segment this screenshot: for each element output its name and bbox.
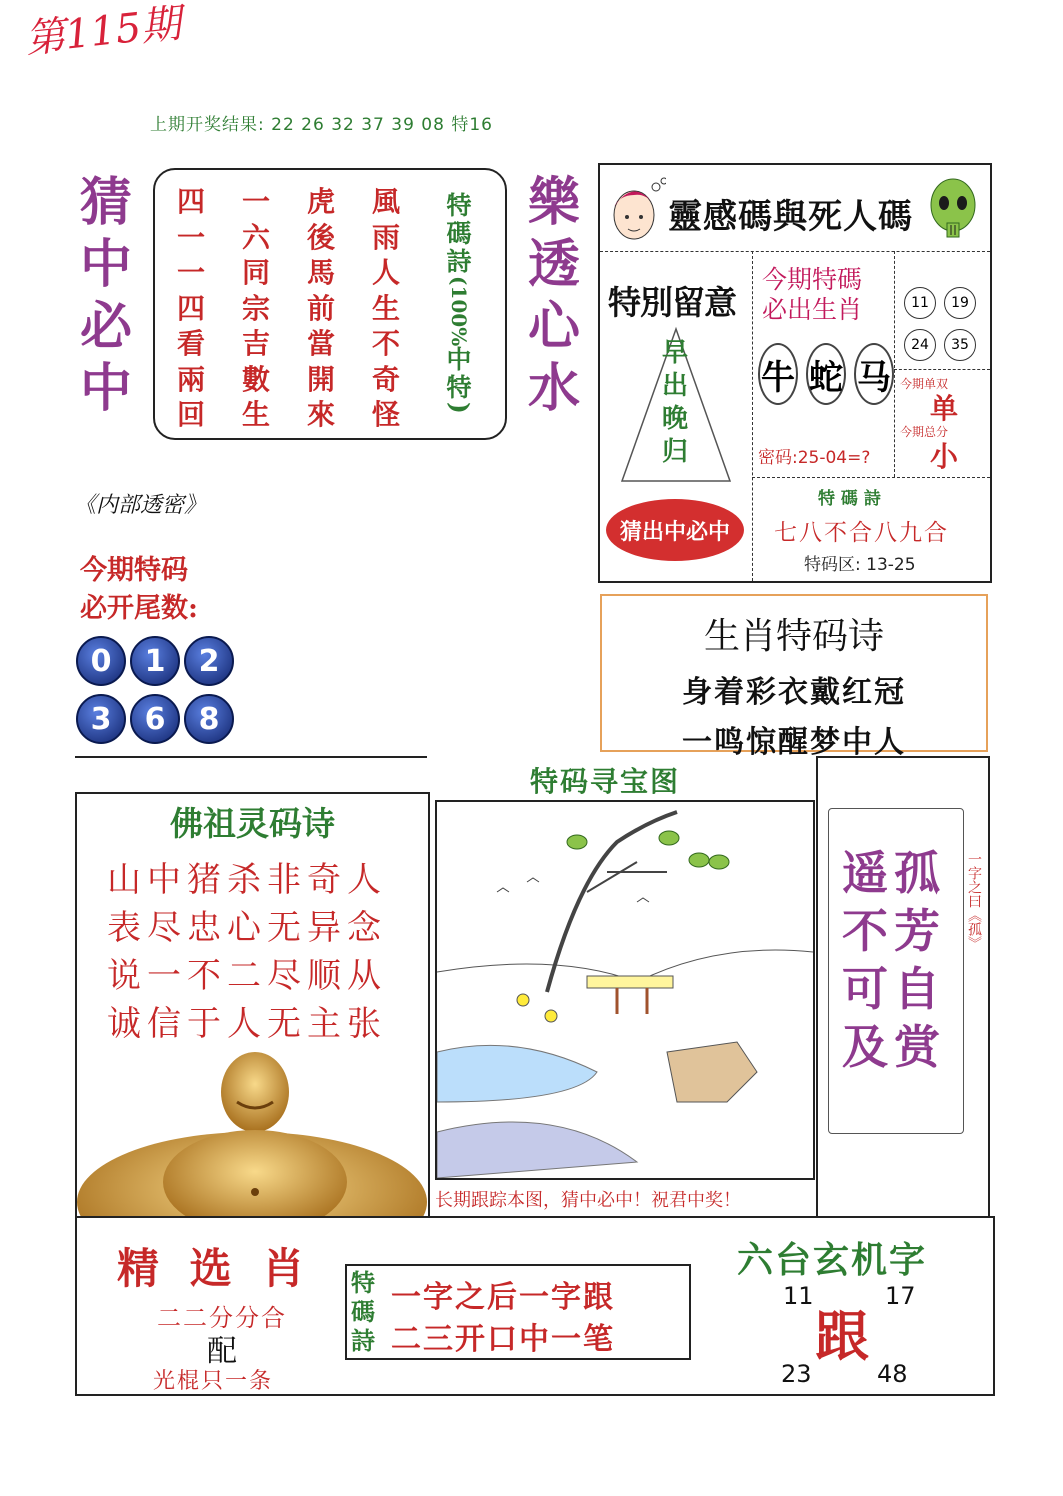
poem-char: 宗 [242, 291, 271, 325]
buddha-line: 说一不二尽顺从 [107, 956, 387, 996]
poem-char: 風 [372, 185, 401, 218]
number-circle: 11 [904, 287, 936, 319]
buddha-line: 表尽忠心无异念 [107, 908, 387, 948]
early-late-char: 晚 [662, 404, 689, 434]
lonely-char: 及 [842, 1020, 888, 1074]
poem-char: 不 [372, 327, 401, 360]
shengxiao-box [600, 594, 988, 760]
lonely-char: 可 [842, 962, 888, 1016]
tema-column [752, 251, 895, 477]
number-ball: 0 [76, 636, 126, 686]
tema-sub: 必出生肖 [762, 295, 863, 324]
last-result: 上期开奖结果: 22 26 32 37 39 08 特16 [150, 115, 493, 135]
numbers-grid [904, 287, 974, 361]
te-poem-side-label [351, 1268, 375, 1355]
spirit-zone: 特码区: 13-25 [804, 555, 916, 575]
must-hit-badge: 猜出中必中 [606, 499, 744, 561]
issue-number: 第115期 [22, 0, 184, 63]
te-poem-box [345, 1264, 691, 1360]
special-notice: 特別留意 [608, 283, 736, 322]
poem-char: 生 [242, 398, 271, 431]
number-circle: 35 [944, 329, 976, 361]
odd-even-value: 单 [930, 392, 959, 425]
poem-char: 虎 [307, 185, 336, 218]
right-title-char: 樂 [528, 172, 581, 233]
secret-code: 密码:25-04=? [758, 448, 871, 468]
poem-char: 怪 [372, 398, 401, 431]
te-poem-char: (100% [447, 276, 471, 347]
zodiac-snake: 蛇 [806, 343, 846, 405]
tail-balls [76, 636, 234, 744]
skull-icon [928, 175, 978, 243]
poem-char: 同 [242, 256, 271, 289]
zodiac-row [758, 343, 894, 405]
spirit-panel [598, 163, 992, 583]
liuhe-num: 11 [783, 1282, 814, 1310]
lonely-char: 遥 [842, 846, 888, 900]
te-label-char: 詩 [351, 1326, 375, 1355]
te-poem-char: 詩 [446, 247, 472, 276]
poem-char: 當 [307, 327, 336, 360]
poem-column [372, 184, 400, 433]
left-title-char: 中 [80, 358, 133, 419]
poem-char: 回 [177, 398, 206, 431]
poem-column [242, 184, 270, 433]
liuhe-title: 六台玄机字 [737, 1239, 928, 1281]
poem-char: 四 [177, 291, 206, 325]
poem-char: 前 [307, 291, 336, 325]
shengxiao-line: 身着彩衣戴红冠 [682, 675, 906, 710]
early-late [662, 337, 688, 469]
shengxiao-line: 一鸣惊醒梦中人 [682, 725, 906, 760]
right-title [528, 172, 580, 420]
inside-label: 《内部透密》 [74, 493, 207, 518]
buddha-statue-image [77, 1052, 428, 1218]
number-ball: 3 [76, 694, 126, 744]
poem-char: 數 [242, 362, 271, 396]
lonely-col-2 [894, 844, 940, 1076]
numbers-column [894, 251, 990, 477]
bottom-line-2: 光棍只一条 [153, 1369, 274, 1394]
poem-char: 看 [177, 327, 206, 360]
lonely-col-1 [842, 844, 888, 1076]
divider [894, 369, 990, 370]
left-title [80, 172, 132, 420]
poem-char: 四 [177, 185, 206, 218]
poem-char: 開 [307, 362, 336, 396]
poem-column [307, 184, 335, 433]
spirit-poem-text: 七八不合八九合 [774, 520, 949, 546]
spirit-title: 靈感碼與死人碼 [668, 197, 913, 237]
poem-box [153, 168, 507, 440]
tail-title [80, 552, 198, 628]
spirit-poem [752, 477, 990, 582]
lonely-side-note: 一字之曰《孤》 [966, 852, 982, 950]
poem-char: 吉 [242, 327, 271, 360]
te-poem-char: 特 [446, 373, 472, 403]
poem-char: 人 [372, 256, 401, 289]
lonely-char: 孤 [894, 846, 940, 900]
poem-char: 雨 [372, 220, 401, 254]
number-circle: 19 [944, 287, 976, 319]
liuhe-num: 23 [781, 1360, 812, 1388]
poem-char: 生 [372, 291, 401, 325]
poem-column [177, 184, 205, 433]
te-poem-line: 二三开口中一笔 [391, 1322, 615, 1357]
poem-char: 一 [177, 256, 206, 289]
lonely-char: 芳 [894, 904, 940, 958]
lonely-box [816, 756, 990, 1218]
number-ball: 6 [130, 694, 180, 744]
total-value: 小 [930, 440, 959, 473]
liuhe-center: 跟 [815, 1304, 869, 1368]
lonely-char: 自 [894, 962, 940, 1016]
tail-title-line: 今期特码 [80, 555, 188, 586]
number-ball: 2 [184, 636, 234, 686]
right-title-char: 水 [528, 358, 581, 419]
buddha-poem [107, 856, 387, 1048]
rule [75, 756, 427, 758]
liuhe-num: 48 [877, 1360, 908, 1388]
treasure-caption: 长期跟踪本图，猜中必中！祝君中奖！ [435, 1190, 741, 1211]
liuhe-num: 17 [885, 1282, 916, 1310]
left-title-char: 中 [80, 234, 133, 295]
lonely-char: 赏 [894, 1020, 940, 1074]
te-poem-char: ) [445, 402, 474, 415]
poem-char: 一 [177, 220, 206, 254]
early-late-char: 归 [662, 437, 689, 467]
treasure-map-drawing [437, 802, 813, 1178]
jing-title: 精 选 肖 [117, 1244, 313, 1293]
te-poem-label [445, 192, 473, 414]
poem-char: 後 [307, 220, 336, 254]
left-title-char: 必 [80, 296, 133, 357]
buddha-box [75, 792, 430, 1218]
te-poem-line: 一字之后一字跟 [391, 1280, 615, 1315]
odd-even-label: 今期单双 [900, 377, 949, 391]
tail-title-line: 必开尾数: [80, 593, 198, 624]
early-late-char: 出 [662, 371, 689, 401]
te-label-char: 碼 [351, 1297, 375, 1326]
lonely-char: 不 [842, 904, 888, 958]
total-label: 今期总分 [900, 425, 949, 439]
bottom-line-1: 二二分分合 [157, 1304, 287, 1332]
poem-char: 來 [307, 398, 336, 431]
spirit-header [600, 165, 990, 252]
spirit-poem-label: 特 碼 詩 [818, 489, 881, 509]
te-poem-char: 碼 [446, 219, 472, 248]
right-title-char: 心 [528, 296, 581, 357]
poem-char: 奇 [372, 362, 401, 396]
buddha-line: 山中猪杀非奇人 [107, 860, 387, 900]
zodiac-ox: 牛 [758, 343, 798, 405]
poem-char: 六 [242, 220, 271, 254]
zodiac-horse: 马 [854, 343, 894, 405]
te-poem-char: 中 [446, 345, 472, 375]
te-poem-char: 特 [446, 191, 472, 220]
poem-char: 一 [242, 185, 271, 218]
buddha-title: 佛祖灵码诗 [170, 804, 335, 843]
notice-column [600, 251, 753, 581]
bottom-box [75, 1216, 995, 1396]
shengxiao-title: 生肖特码诗 [703, 616, 884, 657]
number-ball: 1 [130, 636, 180, 686]
te-label-char: 特 [351, 1268, 375, 1297]
early-late-char: 早 [662, 338, 689, 368]
face-icon [606, 175, 666, 243]
right-title-char: 透 [528, 234, 581, 295]
treasure-title: 特码寻宝图 [530, 765, 681, 798]
poem-char: 兩 [177, 362, 206, 396]
left-title-char: 猜 [80, 172, 133, 233]
tema-title: 今期特碼 [762, 265, 863, 294]
buddha-line: 诚信于人无主张 [107, 1004, 387, 1044]
treasure-map [435, 800, 815, 1180]
bottom-pei: 配 [207, 1334, 237, 1369]
number-ball: 8 [184, 694, 234, 744]
number-circle: 24 [904, 329, 936, 361]
poem-char: 馬 [307, 256, 336, 289]
